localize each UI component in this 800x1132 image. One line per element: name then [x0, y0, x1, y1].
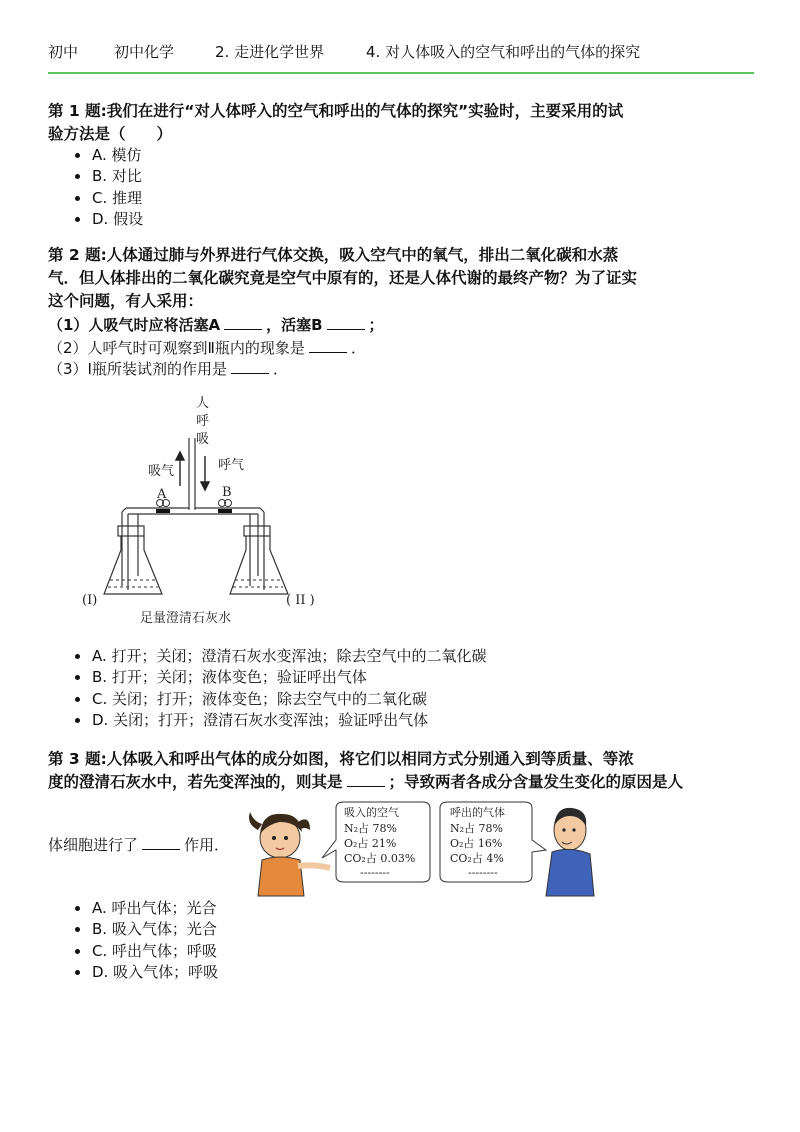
bubble-right-co2: CO₂占 4% [450, 852, 504, 865]
option-a[interactable]: A. 呼出气体；光合 [62, 898, 218, 919]
breadcrumb-level[interactable]: 初中 [48, 43, 79, 61]
option-a[interactable]: A. 打开；关闭；澄清石灰水变浑浊；除去空气中的二氧化碳 [62, 646, 487, 667]
part-2-text: ． [350, 339, 366, 357]
option-b[interactable]: B. 打开；关闭；液体变色；验证呼出气体 [62, 667, 487, 688]
answer-blank[interactable] [224, 315, 262, 330]
bubble-right-o2: O₂占 16% [450, 837, 503, 850]
man-illustration [546, 808, 594, 896]
question-3-title [48, 748, 760, 794]
question-1-options [62, 145, 143, 231]
question-2-part-2 [48, 338, 366, 358]
bubble-left-n2: N₂占 78% [344, 822, 397, 835]
question-2-options [62, 646, 487, 732]
bubble-left-more: -------- [360, 866, 390, 879]
question-3-title-line: 第 3 题:人体吸入和呼出气体的成分如图，将它们以相同方式分别通入到等质量、等浓 [48, 750, 634, 768]
question-3-title-line [48, 771, 760, 794]
answer-blank[interactable] [347, 772, 385, 787]
breadcrumb [48, 38, 754, 74]
part-3-text: （3）Ⅰ瓶所装试剂的作用是 [48, 360, 227, 378]
breadcrumb-section[interactable]: 4. 对人体吸入的空气和呼出的气体的探究 [366, 43, 641, 61]
bubble-left-o2: O₂占 21% [344, 837, 397, 850]
part-2-text: （2）人呼气时可观察到Ⅱ瓶内的现象是 [48, 339, 305, 357]
label-person: 人 [196, 396, 210, 411]
label-flask-1: (I) [82, 593, 98, 608]
label-inhale: 吸气 [148, 464, 175, 479]
breadcrumb-chapter[interactable]: 2. 走进化学世界 [215, 43, 325, 61]
part-1-text: （1）人吸气时应将活塞A [48, 316, 221, 334]
question-2-part-3 [48, 359, 288, 379]
question-3-line-3 [48, 835, 229, 855]
option-d[interactable]: D. 吸入气体；呼吸 [62, 962, 218, 983]
question-3-options [62, 898, 218, 984]
option-b[interactable]: B. 对比 [62, 166, 143, 187]
option-a[interactable]: A. 模仿 [62, 145, 143, 166]
question-3-title-text: 度的澄清石灰水中，若先变浑浊的，则其是 [48, 773, 343, 791]
question-3-text: 作用． [184, 836, 230, 854]
question-2-title-line: 气．但人体排出的二氧化碳究竟是空气中原有的，还是人体代谢的最终产物？为了证实 [48, 269, 638, 287]
breadcrumb-subject[interactable]: 初中化学 [114, 43, 175, 61]
question-2-title-line: 这个问题，有人采用： [48, 292, 204, 310]
apparatus-diagram [78, 390, 338, 630]
question-2-part-1 [48, 315, 384, 335]
label-valve-a: A [157, 487, 167, 502]
answer-blank[interactable] [231, 359, 269, 374]
girl-illustration [249, 812, 330, 896]
question-1-title [48, 100, 760, 146]
option-c[interactable]: C. 关闭；打开；液体变色；除去空气中的二氧化碳 [62, 689, 487, 710]
label-valve-b: B [222, 485, 232, 500]
label-exhale: 呼气 [218, 458, 245, 473]
bubble-right-title: 呼出的气体 [450, 806, 505, 819]
part-1-text: ，活塞B [266, 316, 323, 334]
answer-blank[interactable] [327, 315, 365, 330]
option-d[interactable]: D. 假设 [62, 209, 143, 230]
label-flask-2: ( II ) [286, 593, 315, 608]
label-reagent: 足量澄清石灰水 [140, 611, 232, 626]
question-3-text: 体细胞进行了 [48, 836, 139, 854]
bubble-right-n2: N₂占 78% [450, 822, 503, 835]
question-1-title-line: 第 1 题:我们在进行“对人体呼入的空气和呼出的气体的探究”实验时，主要采用的试 [48, 102, 624, 120]
option-b[interactable]: B. 吸入气体；光合 [62, 919, 218, 940]
answer-blank[interactable] [309, 338, 347, 353]
part-1-text: ； [368, 316, 384, 334]
option-d[interactable]: D. 关闭；打开；澄清石灰水变浑浊；验证呼出气体 [62, 710, 487, 731]
question-1-title-line: 验方法是（ ） [48, 125, 173, 143]
part-3-text: ． [272, 360, 288, 378]
bubble-left-co2: CO₂占 0.03% [344, 852, 416, 865]
label-hu: 呼 [196, 414, 210, 429]
gas-composition-illustration [240, 800, 600, 900]
question-3-title-text: ；导致两者各成分含量发生变化的原因是人 [388, 773, 684, 791]
bubble-left-title: 吸入的空气 [344, 806, 399, 819]
answer-blank[interactable] [142, 835, 180, 850]
label-xi: 吸 [196, 432, 210, 447]
option-c[interactable]: C. 呼出气体；呼吸 [62, 941, 218, 962]
question-2-title [48, 244, 760, 313]
bubble-right-more: -------- [468, 866, 498, 879]
option-c[interactable]: C. 推理 [62, 188, 143, 209]
question-2-title-line: 第 2 题:人体通过肺与外界进行气体交换，吸入空气中的氧气，排出二氧化碳和水蒸 [48, 246, 619, 264]
